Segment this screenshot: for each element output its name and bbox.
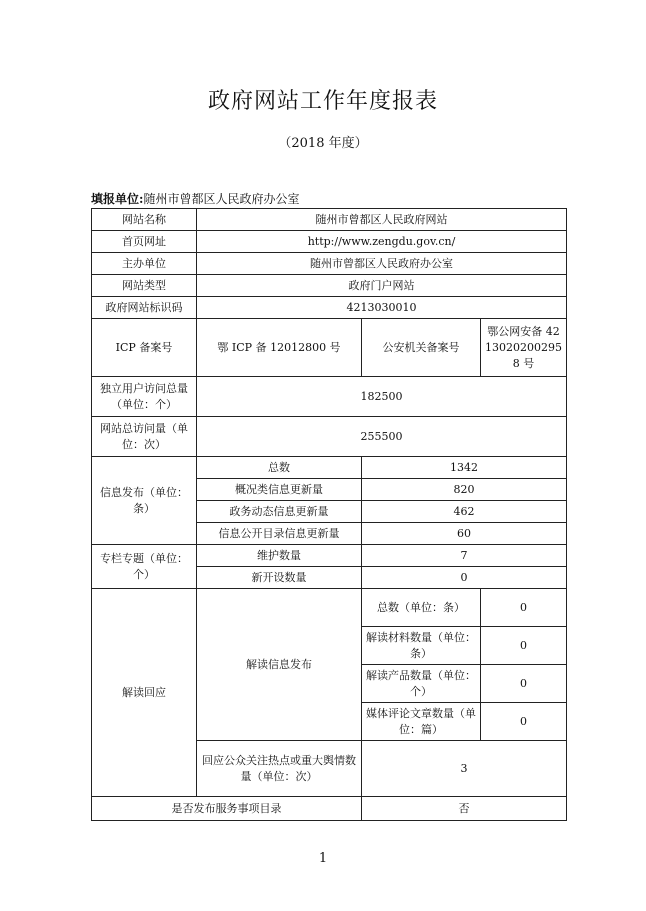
service-catalog-value: 否 — [362, 797, 567, 821]
news-label: 政务动态信息更新量 — [197, 501, 362, 523]
homepage-label: 首页网址 — [92, 231, 197, 253]
total-visits-value: 255500 — [197, 417, 567, 457]
service-catalog-label: 是否发布服务事项目录 — [92, 797, 362, 821]
site-name-value: 随州市曾都区人民政府网站 — [197, 209, 567, 231]
response-label: 回应公众关注热点或重大舆情数量（单位：次） — [197, 741, 362, 797]
site-id-label: 政府网站标识码 — [92, 297, 197, 319]
table-row — [92, 797, 567, 821]
total-visits-label: 网站总访问量（单位：次） — [92, 417, 197, 457]
catalog-label: 信息公开目录信息更新量 — [197, 523, 362, 545]
media-label: 媒体评论文章数量（单位：篇） — [362, 703, 481, 741]
page-number: 1 — [318, 851, 328, 866]
table-row — [92, 457, 567, 479]
interpretation-release-label: 解读信息发布 — [197, 589, 362, 741]
table-row — [92, 275, 567, 297]
report-table — [91, 208, 567, 821]
filler-unit — [91, 190, 299, 207]
news-value: 462 — [362, 501, 567, 523]
materials-label: 解读材料数量（单位：条） — [362, 627, 481, 665]
materials-value: 0 — [481, 627, 567, 665]
info-total-value: 1342 — [362, 457, 567, 479]
icp-value: 鄂 ICP 备 12012800 号 — [197, 319, 362, 377]
site-type-label: 网站类型 — [92, 275, 197, 297]
sponsor-label: 主办单位 — [92, 253, 197, 275]
products-value: 0 — [481, 665, 567, 703]
overview-value: 820 — [362, 479, 567, 501]
homepage-url: http://www.zengdu.gov.cn/ — [197, 231, 567, 253]
table-row — [92, 319, 567, 377]
interp-total-value: 0 — [481, 589, 567, 627]
response-value: 3 — [362, 741, 567, 797]
table-row — [92, 589, 567, 627]
filler-value: 随州市曾都区人民政府办公室 — [143, 192, 300, 206]
overview-label: 概况类信息更新量 — [197, 479, 362, 501]
media-value: 0 — [481, 703, 567, 741]
info-total-label: 总数 — [197, 457, 362, 479]
table-row — [92, 231, 567, 253]
new-columns-label: 新开设数量 — [197, 567, 362, 589]
catalog-value: 60 — [362, 523, 567, 545]
unique-visitors-value: 182500 — [197, 377, 567, 417]
maintain-label: 维护数量 — [197, 545, 362, 567]
police-record-label: 公安机关备案号 — [362, 319, 481, 377]
table-row — [92, 297, 567, 319]
products-label: 解读产品数量（单位：个） — [362, 665, 481, 703]
filler-label: 填报单位: — [91, 192, 144, 206]
maintain-value: 7 — [362, 545, 567, 567]
table-row — [92, 253, 567, 275]
report-year: （2018 年度） — [278, 136, 368, 151]
police-record-value: 鄂公网安备 42130202002958 号 — [481, 319, 567, 377]
columns-label: 专栏专题（单位：个） — [92, 545, 197, 589]
site-type-value: 政府门户网站 — [197, 275, 567, 297]
table-row — [92, 209, 567, 231]
icp-label: ICP 备案号 — [92, 319, 197, 377]
page-title: 政府网站工作年度报表 — [207, 89, 438, 114]
table-row — [92, 545, 567, 567]
info-release-label: 信息发布（单位：条） — [92, 457, 197, 545]
new-columns-value: 0 — [362, 567, 567, 589]
unique-visitors-label: 独立用户访问总量（单位：个） — [92, 377, 197, 417]
table-row — [92, 377, 567, 417]
site-name-label: 网站名称 — [92, 209, 197, 231]
site-id-value: 4213030010 — [197, 297, 567, 319]
interp-total-label: 总数（单位：条） — [362, 589, 481, 627]
sponsor-value: 随州市曾都区人民政府办公室 — [197, 253, 567, 275]
table-row — [92, 417, 567, 457]
interpretation-label: 解读回应 — [92, 589, 197, 797]
